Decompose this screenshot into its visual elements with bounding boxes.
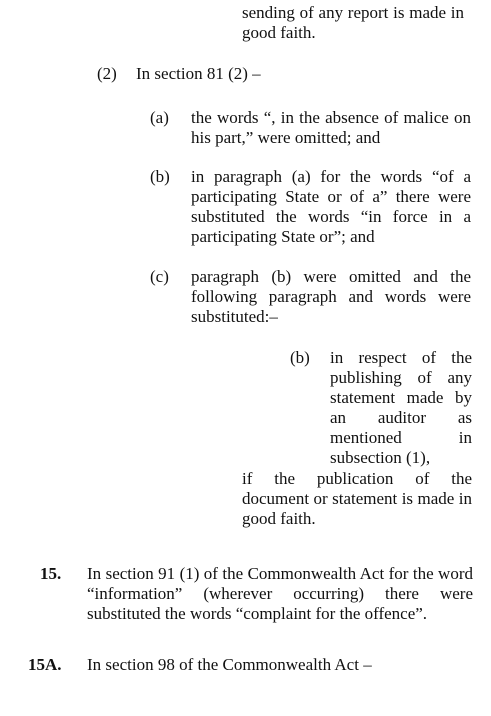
subsection-text: In section 81 (2) – [136,64,261,83]
inserted-paragraph-label: (b) [290,348,310,367]
section-number: 15. [40,564,62,583]
item-text: the words “, in the absence of malice on his part,” were omitted; and [191,108,471,147]
section-text: In section 98 of the Commonwealth Act – [87,655,372,674]
item-text: paragraph (b) were omitted and the following paragraph and words were substituted:– [191,267,471,326]
inserted-paragraph-text: in respect of the publishing of any statement made by an auditor as mentioned in subsection (1), [330,348,472,467]
subsection-number: (2) [97,64,117,83]
item-text: in paragraph (a) for the words “of a participating State or of a” there were substituted the words “in force in a participating State or”; and [191,167,471,246]
section-number: 15A. [28,655,62,674]
item-label: (c) [150,267,169,286]
continuation-text: sending of any report is made in good faith. [242,3,464,42]
section-text: In section 91 (1) of the Commonwealth Act for the word “information” (wherever occurring) there were substituted the words “complaint for the offence”. [87,564,473,623]
item-label: (b) [150,167,170,186]
closing-words: if the publication of the document or statement is made in good faith. [242,469,472,528]
item-label: (a) [150,108,169,127]
